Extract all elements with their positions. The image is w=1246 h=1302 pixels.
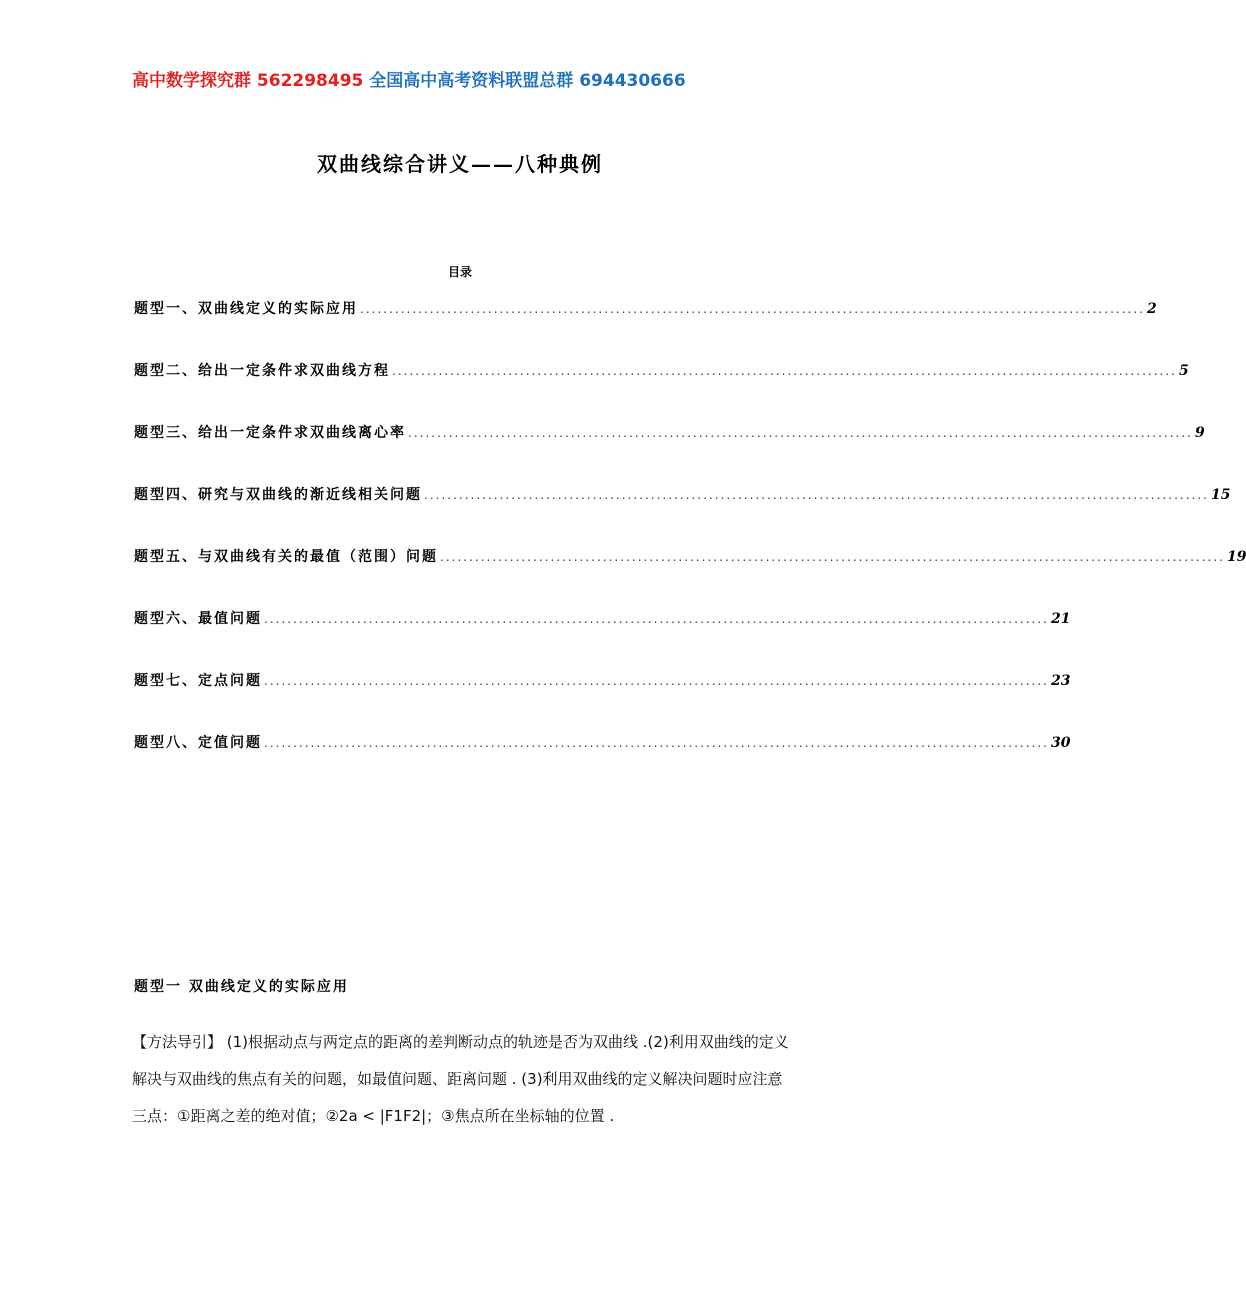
toc-item[interactable]: [134, 360, 1189, 422]
method-guide-paragraph: 【方法导引】 (1)根据动点与两定点的距离的差判断动点的轨迹是否为双曲线 .(2)利用双曲线的定义解决与双曲线的焦点有关的问题，如最值问题、距离问题 . (3)利用双曲线的定义解决问题时应注意三点：①距离之差的绝对值；②2a < |F1F2|；③焦点所在坐标轴的位置 .: [132, 1033, 789, 1125]
header-banner: [132, 66, 686, 91]
toc-leader-dots: .......................................................................................................................................: [440, 550, 1225, 564]
toc-item-page: 30: [1050, 735, 1071, 751]
toc-item-page: 2: [1146, 301, 1157, 317]
toc-item-page: 15: [1210, 487, 1231, 503]
toc-item[interactable]: [134, 608, 1071, 670]
toc-item[interactable]: [134, 732, 1071, 794]
toc-item[interactable]: [134, 670, 1071, 732]
toc-item-label: 题型五、与双曲线有关的最值（范围）问题: [134, 549, 438, 565]
header-group-red: 高中数学探究群 562298495: [132, 71, 370, 91]
toc-item-label: 题型三、给出一定条件求双曲线离心率: [134, 425, 406, 441]
toc-item-page: 5: [1178, 363, 1189, 379]
toc-leader-dots: .......................................................................................................................................: [264, 612, 1049, 626]
document-title: 双曲线综合讲义——八种典例: [317, 152, 603, 176]
toc-item[interactable]: [134, 298, 1157, 360]
toc-leader-dots: .......................................................................................................................................: [360, 302, 1145, 316]
toc-item[interactable]: [134, 484, 1231, 546]
section-title: 题型一 双曲线定义的实际应用: [134, 979, 349, 995]
toc-leader-dots: .......................................................................................................................................: [408, 426, 1193, 440]
toc-leader-dots: .......................................................................................................................................: [264, 674, 1049, 688]
toc-item-label: 题型二、给出一定条件求双曲线方程: [134, 363, 390, 379]
toc-item-page: 9: [1194, 425, 1205, 441]
toc-leader-dots: .......................................................................................................................................: [264, 736, 1049, 750]
toc-item-page: 23: [1050, 673, 1071, 689]
toc-item-label: 题型七、定点问题: [134, 673, 262, 689]
toc-leader-dots: .......................................................................................................................................: [424, 488, 1209, 502]
table-of-contents: [134, 298, 1246, 794]
toc-leader-dots: .......................................................................................................................................: [392, 364, 1177, 378]
toc-item-label: 题型六、最值问题: [134, 611, 262, 627]
toc-item-page: 19: [1226, 549, 1246, 565]
toc-item-label: 题型四、研究与双曲线的渐近线相关问题: [134, 487, 422, 503]
toc-item-page: 21: [1050, 611, 1071, 627]
toc-item[interactable]: [134, 546, 1246, 608]
toc-heading: 目录: [447, 265, 472, 279]
toc-item-label: 题型一、双曲线定义的实际应用: [134, 301, 358, 317]
header-group-blue: 全国高中高考资料联盟总群 694430666: [369, 71, 686, 91]
toc-item-label: 题型八、定值问题: [134, 735, 262, 751]
toc-item[interactable]: [134, 422, 1205, 484]
